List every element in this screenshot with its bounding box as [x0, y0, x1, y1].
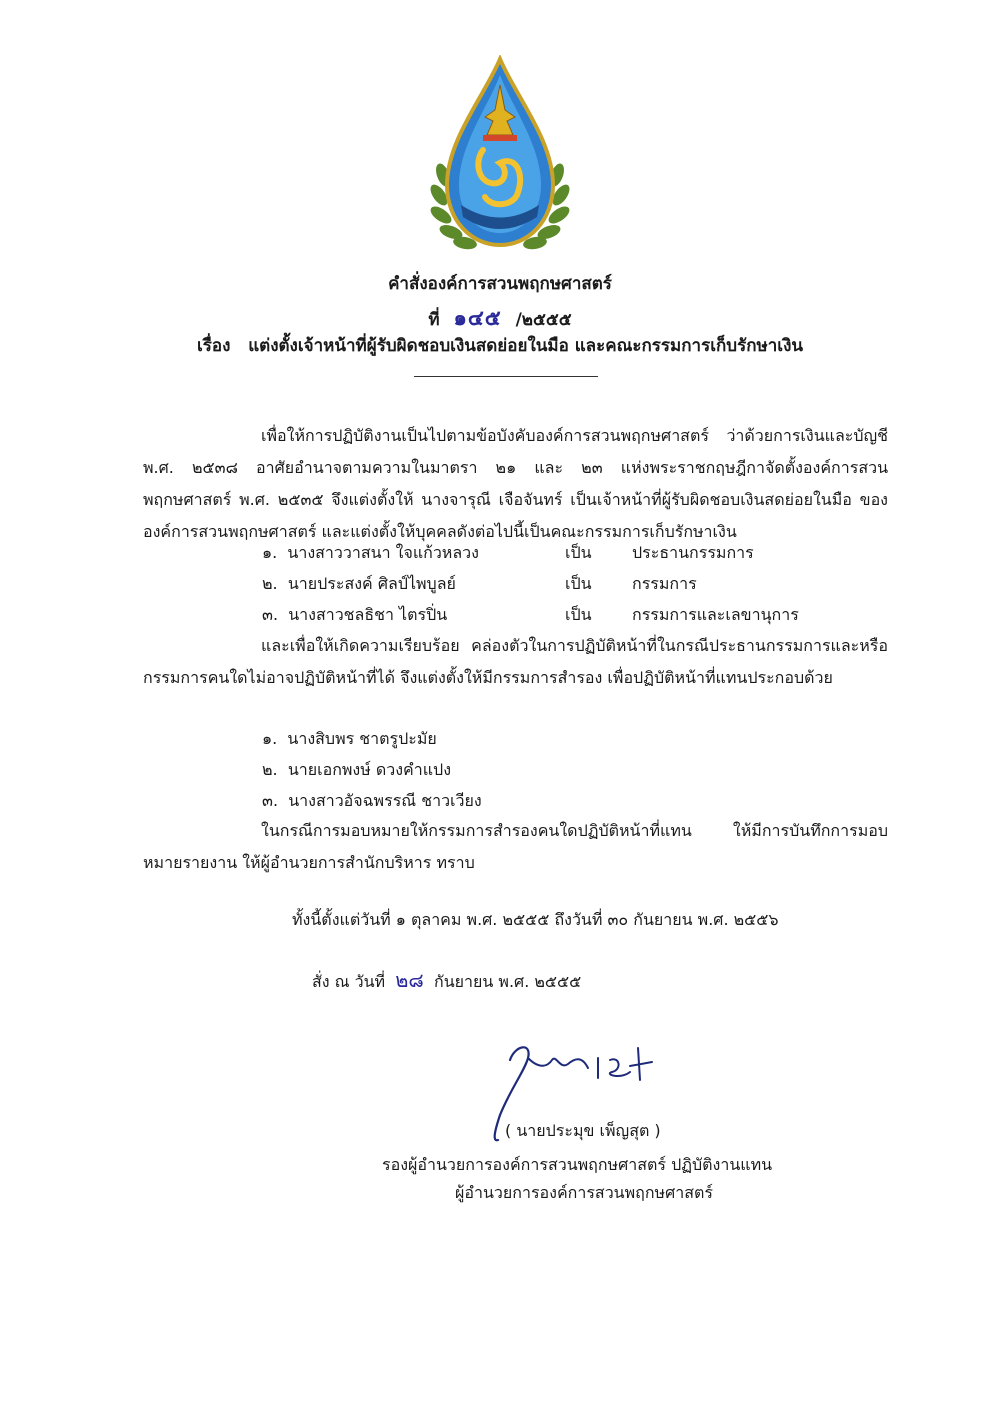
- subject-text: แต่งตั้งเจ้าหน้าที่ผู้รับผิดชอบเงินสดย่อยในมือ และคณะกรรมการเก็บรักษาเงิน: [248, 336, 804, 356]
- paragraph-reserve-text: และเพื่อให้เกิดความเรียบร้อย คล่องตัวในการปฏิบัติหน้าที่ในกรณีประธานกรรมการและหรือกรรมการคนใดไม่อาจปฏิบัติหน้าที่ได้ จึงแต่งตั้งให้มีกรรมการสำรอง เพื่อปฏิบัติหน้าที่แทนประกอบด้วย: [143, 636, 888, 687]
- order-number: [0, 302, 1000, 335]
- order-number-prefix: ที่: [428, 310, 440, 330]
- paragraph-reserve: [143, 630, 888, 694]
- reserve-item: [262, 757, 451, 783]
- item-number: ๓.: [262, 605, 279, 624]
- signatory-position: รองผู้อำนวยการองค์การสวนพฤกษศาสตร์ ปฏิบัติงานแทน: [382, 1155, 773, 1174]
- ordered-day-handwritten: ๒๘: [395, 968, 424, 992]
- paragraph-appointment-text: เพื่อให้การปฏิบัติงานเป็นไปตามข้อบังคับองค์การสวนพฤกษศาสตร์ ว่าด้วยการเงินและบัญชี พ.ศ. ๒๕๓๘ อาศัยอำนาจตามความในมาตรา ๒๑ และ ๒๓ แห่งพระราชกฤษฎีกาจัดตั้งองค์การสวนพฤกษศาสตร์ พ.ศ. ๒๕๓๕ จึงแต่งตั้งให้ นางจารุณี เจือจันทร์ เป็นเจ้าหน้าที่ผู้รับผิดชอบเงินสดย่อยในมือ ขององค์การสวนพฤกษศาสตร์ และแต่งตั้งให้บุคคลดังต่อไปนี้เป็นคณะกรรมการเก็บรักษาเงิน: [143, 426, 888, 541]
- reserve-name: นายเอกพงษ์ ดวงคำแปง: [287, 760, 452, 779]
- reserve-name: นางสิบพร ชาตรูปะมัย: [287, 729, 437, 748]
- order-subject: [0, 332, 1000, 359]
- member-role: กรรมการและเลขานุการ: [632, 605, 799, 624]
- item-number: ๑.: [262, 543, 278, 562]
- member-role: ประธานกรรมการ: [632, 543, 754, 562]
- reserve-item: [262, 726, 437, 752]
- order-number-suffix: /๒๕๕๕: [515, 310, 572, 330]
- member-name: นางสาวชลธิชา ไตรปิ่น: [288, 605, 448, 624]
- order-title: คำสั่งองค์การสวนพฤกษศาสตร์: [388, 274, 612, 294]
- order-number-handwritten: ๑๔๕: [453, 305, 502, 330]
- paragraph-delegation-text: ในกรณีการมอบหมายให้กรรมการสำรองคนใดปฏิบัติหน้าที่แทน ให้มีการบันทึกการมอบหมายรายงาน ให้ผู้อำนวยการสำนักบริหาร ทราบ: [143, 821, 888, 872]
- paragraph-delegation: [143, 815, 888, 879]
- committee-item: [262, 540, 479, 566]
- item-number: ๒.: [262, 760, 278, 779]
- signatory-position-acting-for: ผู้อำนวยการองค์การสวนพฤกษศาสตร์: [455, 1183, 713, 1202]
- ordered-date-suffix: กันยายน พ.ศ. ๒๕๕๕: [434, 972, 582, 991]
- committee-item: [262, 602, 447, 628]
- organization-logo: [425, 55, 575, 260]
- reserve-name: นางสาวอัจฉพรรณี ชาวเวียง: [288, 791, 482, 810]
- member-name: นางสาววาสนา ใจแก้วหลวง: [287, 543, 479, 562]
- member-role: กรรมการ: [632, 574, 697, 593]
- item-number: ๑.: [262, 729, 278, 748]
- member-name: นายประสงค์ ศิลป์ไพบูลย์: [287, 574, 456, 593]
- member-as: เป็น: [565, 605, 592, 624]
- signatory-name: ( นายประมุข เพ็ญสุต ): [505, 1121, 661, 1140]
- ordered-date: [312, 967, 581, 995]
- item-number: ๓.: [262, 791, 279, 810]
- subject-label: เรื่อง: [196, 336, 231, 356]
- item-number: ๒.: [262, 574, 278, 593]
- ordered-date-prefix: สั่ง ณ วันที่: [312, 972, 386, 991]
- member-as: เป็น: [565, 543, 592, 562]
- title-divider: [414, 376, 598, 377]
- paragraph-appointment: [143, 420, 888, 548]
- committee-item: [262, 571, 456, 597]
- reserve-item: [262, 788, 482, 814]
- member-as: เป็น: [565, 574, 592, 593]
- effective-period: ทั้งนี้ตั้งแต่วันที่ ๑ ตุลาคม พ.ศ. ๒๕๕๕ ถึงวันที่ ๓๐ กันยายน พ.ศ. ๒๕๕๖: [292, 910, 779, 929]
